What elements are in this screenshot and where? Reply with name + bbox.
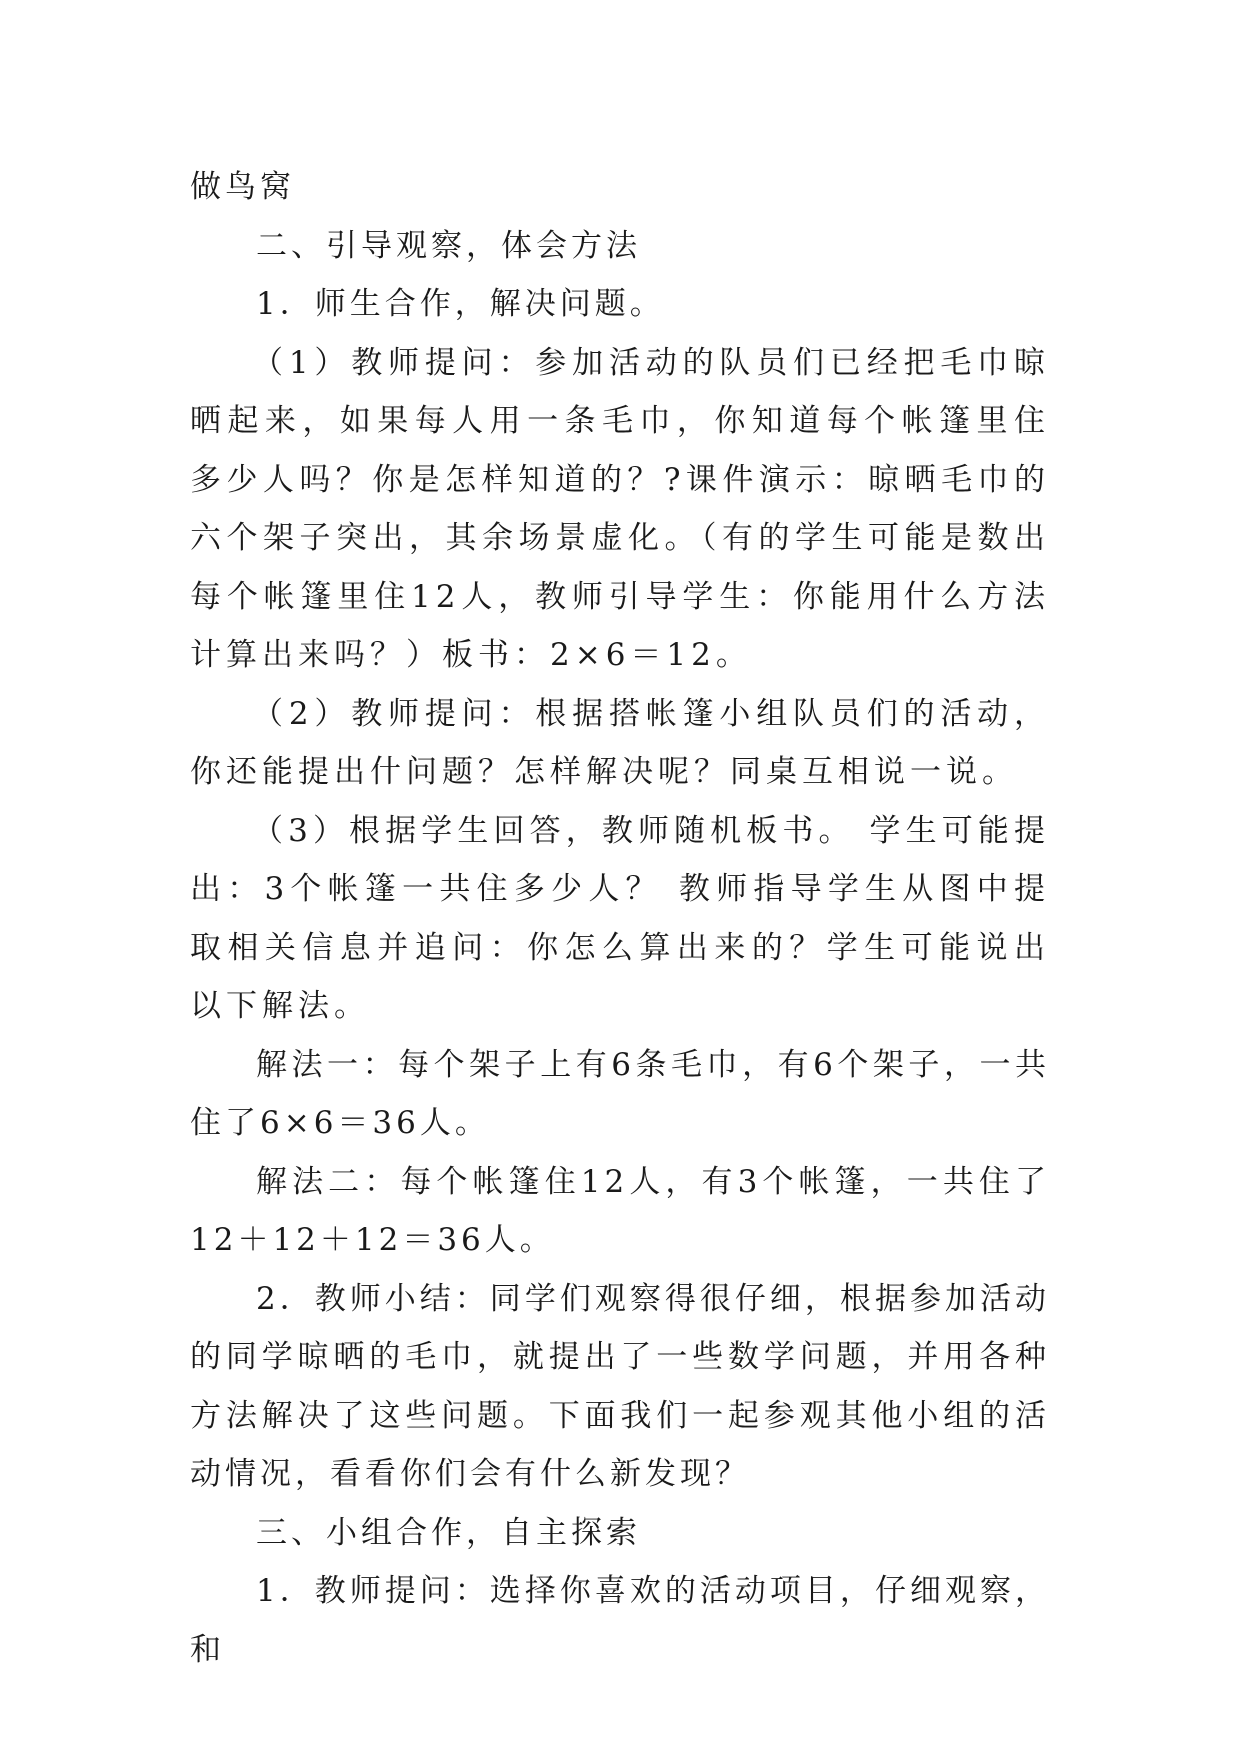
paragraph: （2）教师提问：根据搭帐篷小组队员们的活动，你还能提出什问题？怎样解决呢？同桌互相说一说。 [190,695,1050,790]
body-text [190,158,1050,1679]
section-heading: 三、小组合作，自主探索 [256,1514,641,1551]
paragraph: 解法一：每个架子上有6条毛巾，有6个架子，一共住了6×6＝36人。 [190,1046,1050,1141]
section-heading: 二、引导观察，体会方法 [256,227,641,264]
paragraph-continuation: 做鸟窝 [190,169,295,205]
paragraph: 解法二：每个帐篷住12人，有3个帐篷，一共住了12＋12＋12＝36人。 [190,1163,1050,1258]
paragraph: （1）教师提问：参加活动的队员们已经把毛巾晾晒起来，如果每人用一条毛巾，你知道每个帐篷里住多少人吗？你是怎样知道的？?课件演示：晾晒毛巾的六个架子突出，其余场景虚化。（有的学生可能是数出每个帐篷里住12人，教师引导学生：你能用什么方法计算出来吗？）板书：2×6＝12。 [190,344,1050,673]
paragraph: （3）根据学生回答，教师随机板书。 学生可能提出：3个帐篷一共住多少人？ 教师指导学生从图中提取相关信息并追问：你怎么算出来的？学生可能说出以下解法。 [190,812,1050,1024]
paragraph: 2．教师小结：同学们观察得很仔细，根据参加活动的同学晾晒的毛巾，就提出了一些数学问题，并用各种方法解决了这些问题。下面我们一起参观其他小组的活动情况，看看你们会有什么新发现？ [190,1280,1050,1492]
subsection-heading: 1．师生合作，解决问题。 [256,286,665,322]
paragraph: 1．教师提问：选择你喜欢的活动项目，仔细观察，和 [190,1573,1050,1668]
